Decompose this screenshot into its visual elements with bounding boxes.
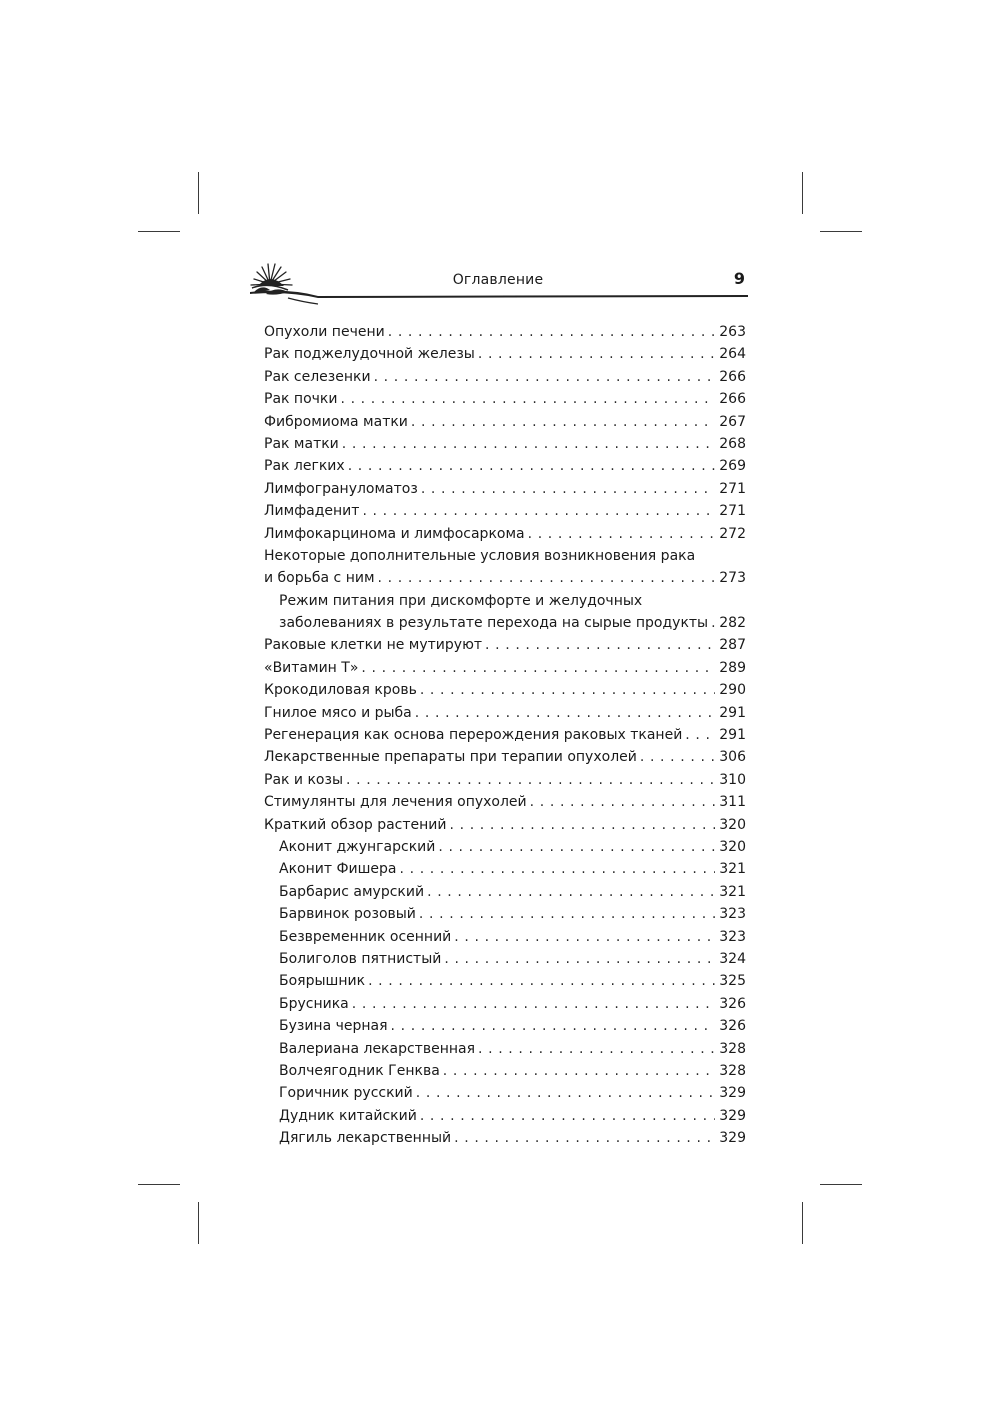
toc-entry	[264, 814, 746, 836]
toc-entry	[264, 433, 746, 455]
toc-entry	[264, 634, 746, 656]
toc-entry-page: 282	[719, 615, 746, 632]
toc-entry-title: Рак селезенки	[264, 368, 371, 385]
dot-leader	[424, 881, 715, 903]
toc-entry-title: Дягиль лекарственный	[279, 1130, 452, 1147]
toc-entry	[264, 702, 746, 724]
toc-entry-title: Гнилое мясо и рыба	[264, 704, 412, 721]
toc-entry-page: 326	[719, 995, 746, 1012]
toc-entry-page: 263	[719, 324, 746, 340]
toc-entry-page: 287	[719, 637, 746, 654]
crop-mark-bottom-left-vertical	[198, 1202, 199, 1244]
toc-entry-title: Волчеягодник Генква	[279, 1062, 440, 1079]
toc-entry	[264, 343, 746, 365]
dot-leader	[475, 343, 715, 365]
dot-leader	[337, 388, 715, 410]
toc-entry	[264, 1015, 746, 1037]
toc-entry-page: 269	[719, 458, 746, 475]
toc-entry-title: Рак матки	[264, 435, 339, 452]
dot-leader	[388, 1015, 716, 1037]
toc-entry	[264, 769, 746, 791]
toc-entry	[264, 612, 746, 634]
toc-entry-page: 289	[719, 659, 746, 676]
toc-entry	[264, 500, 746, 522]
dot-leader	[708, 612, 715, 634]
toc-entry-page: 320	[719, 838, 746, 855]
toc-entry-title-first-line: Некоторые дополнительные условия возникновения рака	[264, 547, 696, 564]
toc-entry-page: 329	[719, 1130, 746, 1147]
toc-entry	[264, 948, 746, 970]
toc-entry-page: 310	[719, 771, 746, 788]
toc-entry-title: Рак и козы	[264, 771, 343, 788]
dot-leader	[682, 724, 715, 746]
toc-entry-page: 266	[719, 391, 746, 408]
dot-leader	[397, 858, 716, 880]
dot-leader	[527, 791, 716, 813]
toc-entry	[264, 478, 746, 500]
toc-entry-title-first-line: Режим питания при дискомфорте и желудочных	[279, 592, 643, 609]
toc-entry-title: заболеваниях в результате перехода на сырые продукты	[279, 615, 709, 632]
toc-entry-title: Лимфогрануломатоз	[264, 480, 418, 497]
toc-entry-title: Фибромиома матки	[264, 413, 408, 430]
toc-entry-page: 329	[719, 1107, 746, 1124]
dot-leader	[482, 634, 715, 656]
toc-entry-page: 271	[719, 480, 746, 497]
toc-entry-title: и борьба с ним	[264, 570, 375, 587]
dot-leader	[637, 746, 715, 768]
dot-leader	[525, 523, 716, 545]
dot-leader	[440, 1060, 715, 1082]
toc-entry	[264, 1082, 746, 1104]
toc-entry-page: 311	[719, 794, 746, 811]
toc-entry-page: 306	[719, 749, 746, 766]
toc-entry	[264, 388, 746, 410]
toc-entry-page: 266	[719, 368, 746, 385]
toc-entry-page: 291	[719, 704, 746, 721]
dot-leader	[417, 1105, 715, 1127]
toc-entry-title: Дудник китайский	[279, 1107, 417, 1124]
dot-leader	[451, 1127, 715, 1149]
toc-entry	[264, 746, 746, 768]
toc-entry-title: Опухоли печени	[264, 324, 385, 340]
toc-entry-title: Лимфаденит	[264, 503, 360, 520]
dot-leader	[475, 1038, 715, 1060]
dot-leader	[447, 814, 716, 836]
toc-entry	[264, 411, 746, 433]
toc-entry-title: Регенерация как основа перерождения раковых тканей	[264, 727, 683, 744]
toc-entry	[264, 1038, 746, 1060]
toc-entry-page: 325	[719, 973, 746, 990]
toc-entry	[264, 1060, 746, 1082]
toc-entry	[264, 523, 746, 545]
dot-leader	[412, 702, 716, 724]
dot-leader	[435, 836, 715, 858]
toc-entry-page: 273	[719, 570, 746, 587]
toc-entry	[264, 366, 746, 388]
toc-entry-page: 323	[719, 906, 746, 923]
toc-entry-title: Стимулянты для лечения опухолей	[264, 794, 527, 811]
toc-entry-page: 328	[719, 1062, 746, 1079]
dot-leader	[365, 970, 715, 992]
dot-leader	[451, 926, 715, 948]
toc-entry-page: 272	[719, 525, 746, 542]
toc-entry	[264, 567, 746, 589]
toc-entry	[264, 657, 746, 679]
toc-entry-title: Рак почки	[264, 391, 338, 408]
toc-entry	[264, 926, 746, 948]
toc-entry-page: 328	[719, 1040, 746, 1057]
toc-entry-page: 321	[719, 883, 746, 900]
toc-entry-page: 268	[719, 435, 746, 452]
running-header	[248, 262, 748, 306]
toc-entry-page: 264	[719, 346, 746, 363]
dot-leader	[418, 478, 715, 500]
dot-leader	[417, 679, 715, 701]
crop-mark-top-right-horizontal	[820, 231, 862, 232]
table-of-contents	[264, 321, 746, 1149]
toc-entry-page: 323	[719, 928, 746, 945]
dot-leader	[408, 411, 715, 433]
toc-entry-title: Горичник русский	[279, 1085, 413, 1102]
dot-leader	[343, 769, 715, 791]
crop-mark-bottom-right-vertical	[802, 1202, 803, 1244]
toc-entry	[264, 881, 746, 903]
toc-entry-title: «Витамин Т»	[264, 659, 359, 676]
toc-entry-page: 271	[719, 503, 746, 520]
toc-entry	[264, 858, 746, 880]
toc-entry-title: Лимфокарцинома и лимфосаркома	[264, 525, 525, 542]
crop-mark-top-right-vertical	[802, 172, 803, 214]
toc-entry	[264, 321, 746, 343]
dot-leader	[349, 993, 716, 1015]
crop-mark-bottom-right-horizontal	[820, 1184, 862, 1185]
toc-entry-title: Рак легких	[264, 458, 345, 475]
page-number: 9	[733, 269, 745, 288]
toc-entry-title: Аконит Фишера	[279, 861, 397, 878]
toc-entry-page: 291	[719, 727, 746, 744]
toc-entry	[264, 1105, 746, 1127]
toc-entry	[264, 970, 746, 992]
toc-entry	[264, 903, 746, 925]
toc-entry-title: Болиголов пятнистый	[279, 950, 442, 967]
toc-entry-title: Барбарис амурский	[279, 883, 425, 900]
dot-leader	[416, 903, 715, 925]
toc-entry	[264, 724, 746, 746]
toc-entry-page: 321	[719, 861, 746, 878]
toc-entry-title: Раковые клетки не мутируют	[264, 637, 483, 654]
toc-entry	[264, 993, 746, 1015]
dot-leader	[385, 321, 716, 343]
toc-entry-page: 267	[719, 413, 746, 430]
toc-entry-page: 320	[719, 816, 746, 833]
crop-mark-top-left-horizontal	[138, 231, 180, 232]
dot-leader	[359, 500, 715, 522]
dot-leader	[441, 948, 715, 970]
dot-leader	[339, 433, 715, 455]
toc-entry-title: Аконит джунгарский	[279, 838, 436, 855]
toc-entry-title: Рак поджелудочной железы	[264, 346, 475, 363]
dot-leader	[371, 366, 716, 388]
toc-entry-title: Безвременник осенний	[279, 928, 452, 945]
toc-entry-title: Валериана лекарственная	[279, 1040, 475, 1057]
dot-leader	[413, 1082, 716, 1104]
toc-entry	[264, 1127, 746, 1149]
dot-leader	[358, 657, 715, 679]
running-title: Оглавление	[452, 272, 544, 288]
crop-mark-top-left-vertical	[198, 172, 199, 214]
toc-entry-title: Боярышник	[279, 973, 366, 990]
dot-leader	[345, 455, 716, 477]
toc-entry-title: Лекарственные препараты при терапии опухолей	[264, 749, 637, 766]
toc-entry-page: 324	[719, 950, 746, 967]
toc-entry-title: Барвинок розовый	[279, 906, 416, 923]
toc-entry	[264, 791, 746, 813]
toc-entry	[264, 455, 746, 477]
dot-leader	[375, 567, 716, 589]
toc-entry-title: Брусника	[279, 995, 349, 1012]
toc-entry-page: 326	[719, 1018, 746, 1035]
toc-entry-page: 290	[719, 682, 746, 699]
toc-entry-title: Краткий обзор растений	[264, 816, 447, 833]
crop-mark-bottom-left-horizontal	[138, 1184, 180, 1185]
toc-entry	[264, 679, 746, 701]
toc-entry-title: Бузина черная	[279, 1018, 388, 1035]
toc-entry	[264, 836, 746, 858]
toc-entry-page: 329	[719, 1085, 746, 1102]
toc-entry-title: Крокодиловая кровь	[264, 682, 417, 699]
